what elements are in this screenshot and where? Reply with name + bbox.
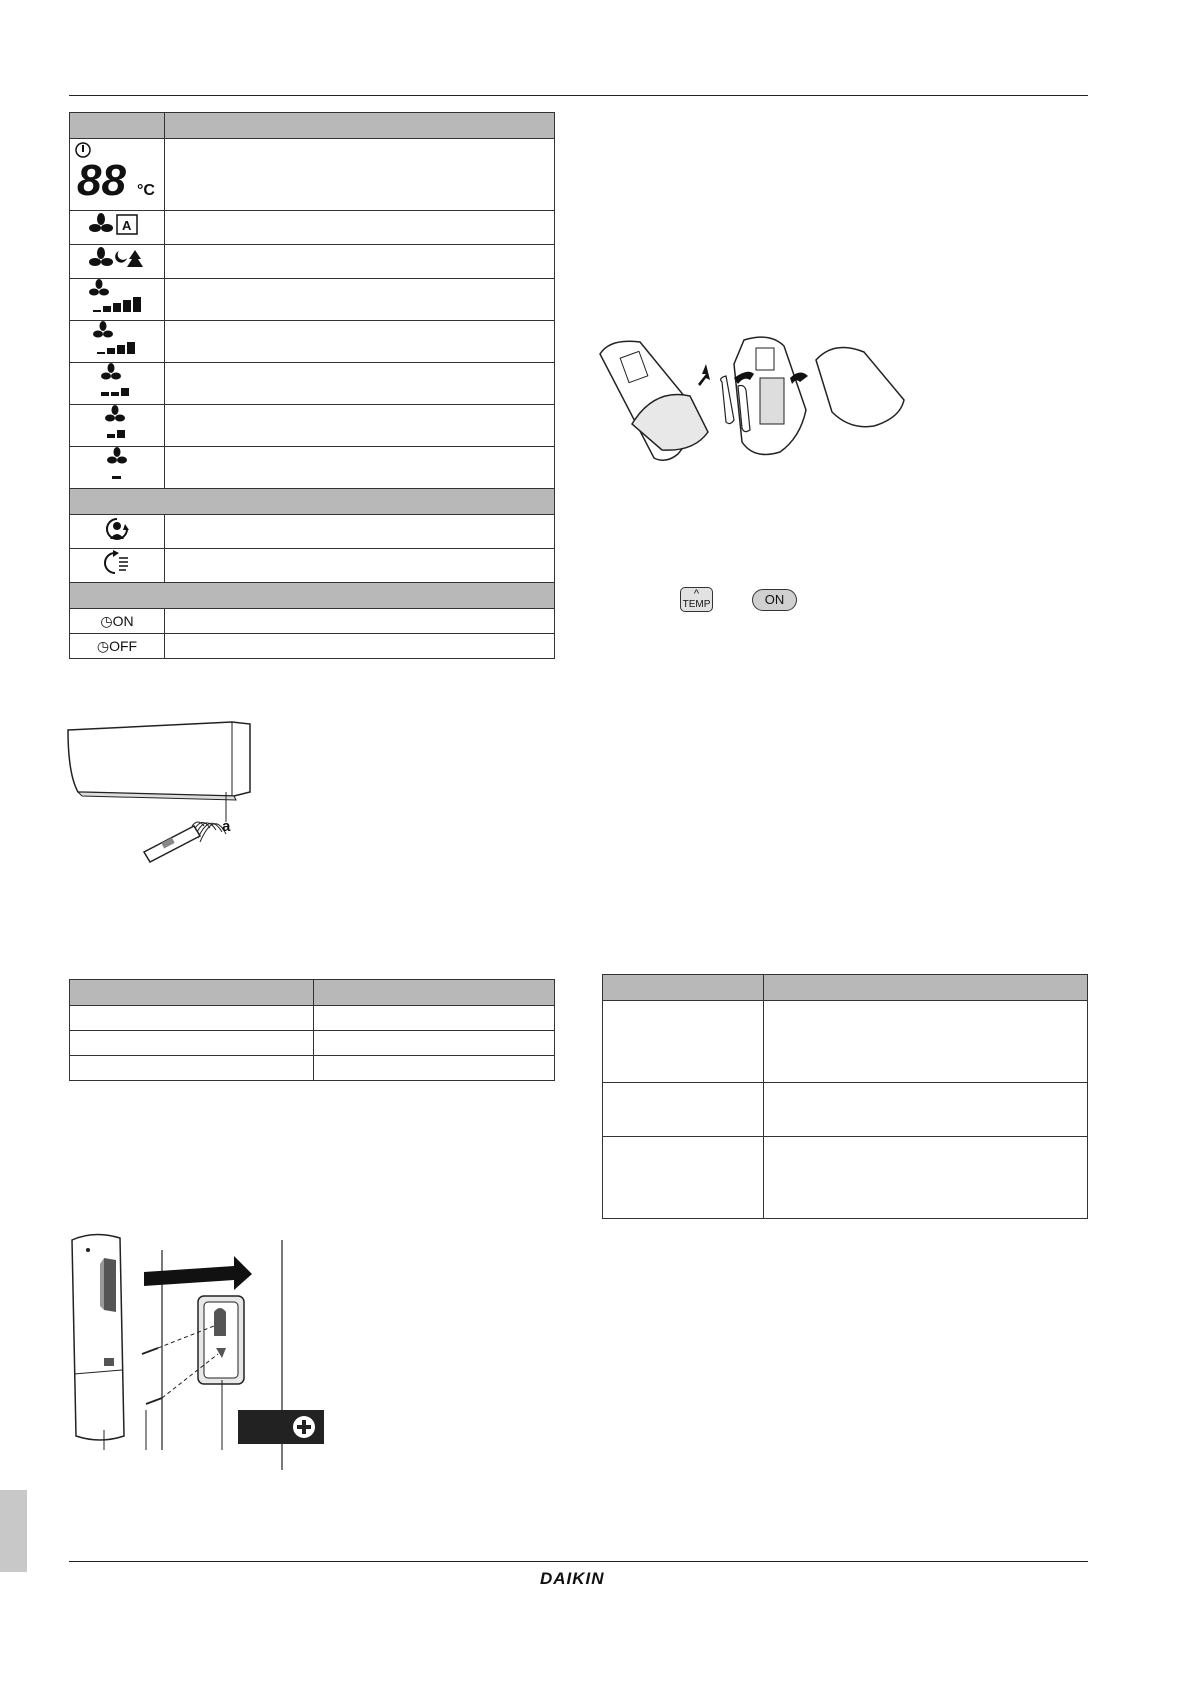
- table-row: [70, 211, 555, 245]
- table-cell: [165, 139, 555, 211]
- fan-speed-3-icon: [70, 363, 165, 405]
- table-row: [70, 245, 555, 279]
- clock-icon: ◷: [96, 637, 110, 654]
- header-rule: [69, 95, 1088, 96]
- table-header-row: [70, 980, 555, 1006]
- svg-text:A: A: [122, 218, 132, 233]
- table-row: [603, 1001, 1088, 1083]
- table-row: [70, 515, 555, 549]
- temp-button-label: TEMP: [682, 599, 711, 610]
- person-swing-icon: [70, 515, 165, 549]
- table-row: [70, 1056, 555, 1081]
- small-table: [69, 979, 555, 1081]
- table-cell: [165, 363, 555, 405]
- airflow-swing-icon: [70, 549, 165, 583]
- table-row: [70, 609, 555, 634]
- table-row: [603, 1137, 1088, 1219]
- table-row: [603, 1083, 1088, 1137]
- fan-speed-4-icon: [70, 321, 165, 363]
- table-cell: [165, 447, 555, 489]
- table-cell: [165, 211, 555, 245]
- table-header-row: [70, 113, 555, 139]
- callout-label-a: a: [222, 818, 231, 835]
- fan-auto-icon: [70, 211, 165, 245]
- battery-replacement-illustration: [594, 334, 908, 470]
- temperature-display-icon: [70, 139, 165, 211]
- table-cell: [165, 515, 555, 549]
- table-cell: [165, 549, 555, 583]
- timer-on-icon: ◷ON: [70, 609, 165, 634]
- table-row: [70, 447, 555, 489]
- table-row: [70, 1031, 555, 1056]
- table-cell: [165, 609, 555, 634]
- right-table: [602, 974, 1088, 1219]
- display-icon-table: [69, 112, 555, 659]
- svg-text:88: 88: [77, 156, 126, 204]
- table-cell: [165, 245, 555, 279]
- table-row: [70, 139, 555, 211]
- timer-off-icon: ◷OFF: [70, 634, 165, 659]
- brand-logo: DAIKIN: [540, 1569, 605, 1588]
- fan-quiet-icon: [70, 245, 165, 279]
- table-row: [70, 1006, 555, 1031]
- table-row: [70, 363, 555, 405]
- fan-speed-2-icon: [70, 405, 165, 447]
- table-row: [70, 405, 555, 447]
- caret-up-icon: ^: [693, 588, 700, 600]
- section-header-row: [70, 489, 555, 515]
- on-button[interactable]: ON: [752, 589, 797, 611]
- table-row: [70, 321, 555, 363]
- table-header-row: [603, 975, 1088, 1001]
- footer-rule: [69, 1561, 1088, 1562]
- temp-up-button[interactable]: [680, 587, 713, 612]
- table-row: [70, 279, 555, 321]
- table-row: [70, 549, 555, 583]
- clock-icon: ◷: [100, 612, 113, 629]
- table-cell: [165, 405, 555, 447]
- fan-speed-5-icon: [70, 279, 165, 321]
- side-tab-marker: [0, 1490, 27, 1572]
- section-header-row: [70, 583, 555, 609]
- table-row: [70, 634, 555, 659]
- table-cell: [165, 321, 555, 363]
- table-cell: [165, 634, 555, 659]
- remote-holder-mounting-illustration: [64, 1230, 324, 1470]
- table-cell: [165, 279, 555, 321]
- svg-text:°C: °C: [137, 182, 155, 199]
- indoor-unit-remote-illustration: [64, 714, 264, 864]
- fan-speed-1-icon: [70, 447, 165, 489]
